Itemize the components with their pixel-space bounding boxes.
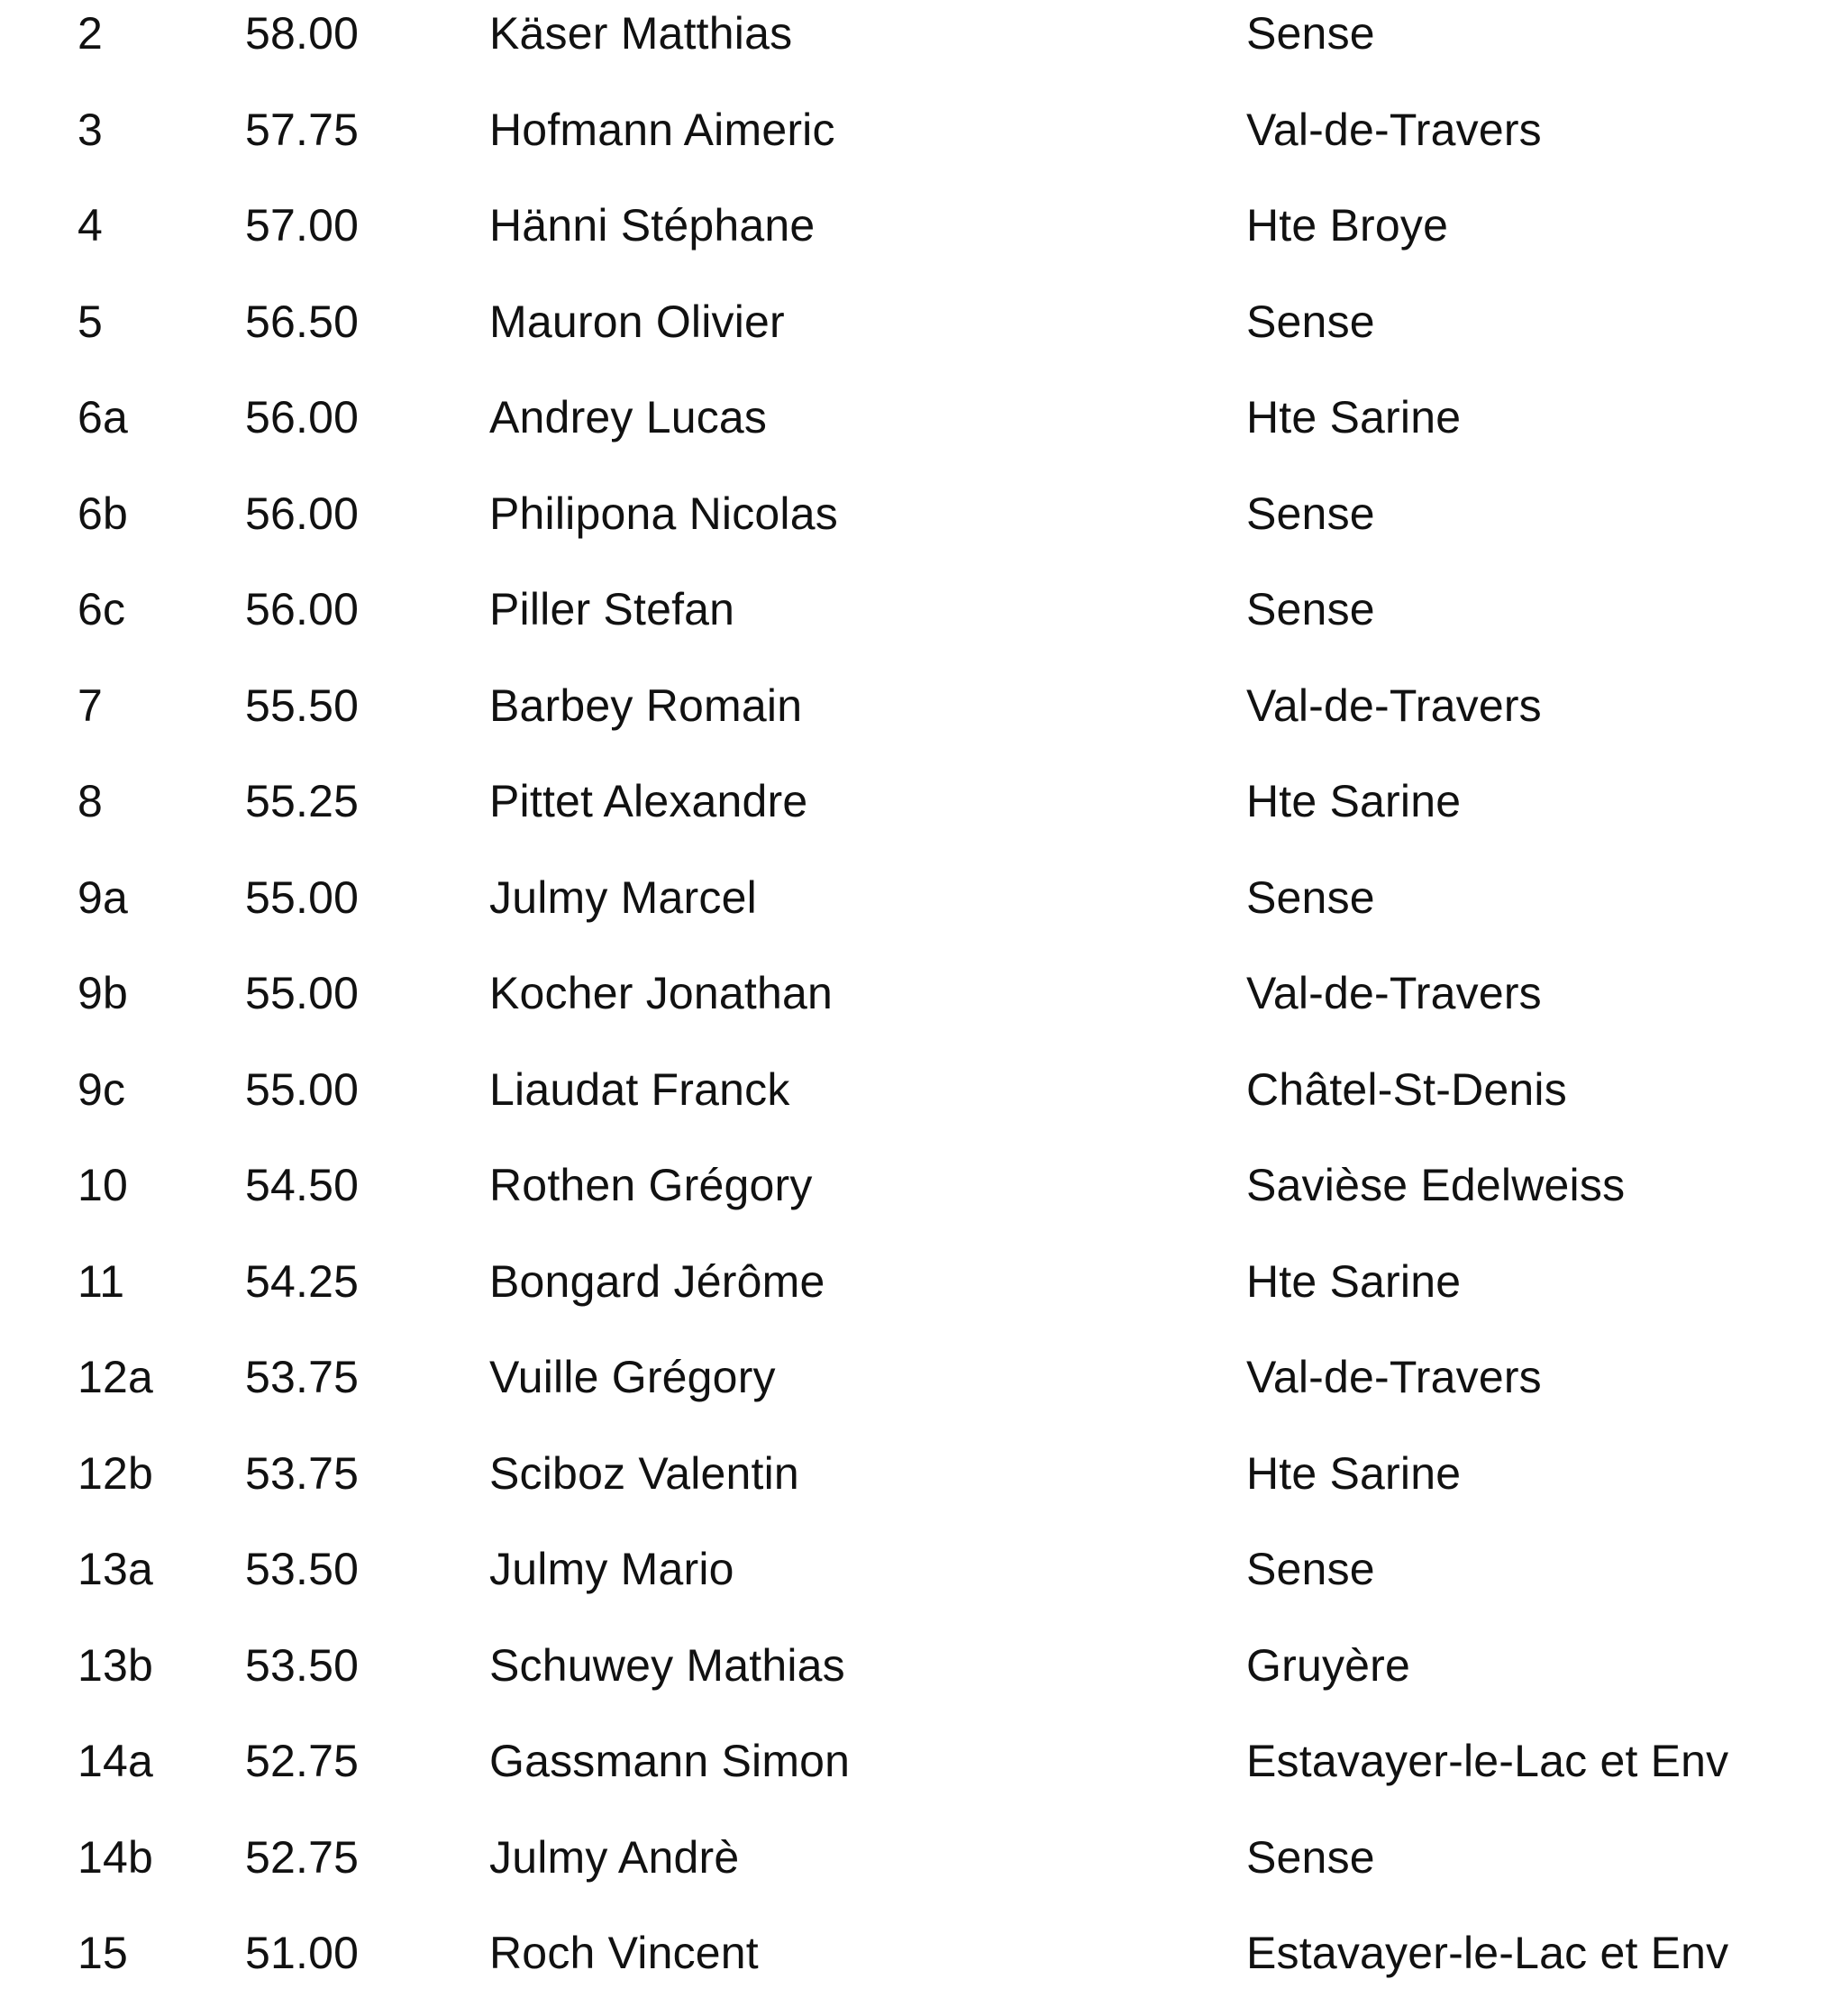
club-cell: Hte Sarine (1246, 392, 1462, 442)
name-cell: Piller Stefan (489, 584, 735, 634)
table-row (0, 103, 1841, 193)
table-row (0, 1350, 1841, 1440)
club-cell: Val-de-Travers (1246, 1352, 1542, 1402)
rank-cell: 14b (77, 1831, 154, 1883)
name-cell: Mauron Olivier (489, 296, 785, 347)
rank-cell: 14a (77, 1736, 154, 1786)
table-row (0, 1830, 1841, 1920)
score-cell: 51.00 (245, 1928, 360, 1978)
club-cell: Estavayer-le-Lac et Env (1246, 1928, 1729, 1978)
table-row (0, 198, 1841, 288)
club-cell: Savièse Edelweiss (1246, 1160, 1626, 1210)
name-cell: Hänni Stéphane (489, 200, 816, 251)
score-cell: 56.50 (245, 296, 360, 347)
score-cell: 55.00 (245, 968, 360, 1018)
table-row (0, 487, 1841, 577)
club-cell: Val-de-Travers (1246, 680, 1542, 731)
name-cell: Sciboz Valentin (489, 1447, 799, 1499)
table-row (0, 1926, 1841, 2016)
club-cell: Sense (1246, 871, 1375, 923)
table-row (0, 582, 1841, 672)
name-cell: Julmy Marcel (489, 871, 757, 923)
name-cell: Gassmann Simon (489, 1736, 851, 1786)
club-cell: Gruyère (1246, 1639, 1411, 1691)
rank-cell: 2 (77, 8, 104, 59)
name-cell: Julmy Mario (489, 1544, 734, 1594)
score-cell: 56.00 (245, 488, 360, 539)
rank-cell: 10 (77, 1160, 129, 1210)
name-cell: Bongard Jérôme (489, 1255, 825, 1307)
table-row (0, 1542, 1841, 1632)
rank-cell: 13a (77, 1544, 154, 1594)
rank-cell: 11 (77, 1255, 125, 1307)
rank-cell: 12a (77, 1352, 154, 1402)
score-cell: 56.00 (245, 392, 360, 442)
rank-cell: 3 (77, 104, 104, 155)
table-row (0, 966, 1841, 1056)
name-cell: Roch Vincent (489, 1928, 759, 1978)
name-cell: Käser Matthias (489, 8, 793, 59)
name-cell: Pittet Alexandre (489, 776, 808, 826)
score-cell: 55.00 (245, 871, 360, 923)
rank-cell: 9b (77, 968, 129, 1018)
name-cell: Rothen Grégory (489, 1160, 813, 1210)
club-cell: Estavayer-le-Lac et Env (1246, 1736, 1729, 1786)
club-cell: Val-de-Travers (1246, 968, 1542, 1018)
rank-cell: 13b (77, 1639, 154, 1691)
rank-cell: 6c (77, 584, 126, 634)
score-cell: 55.50 (245, 680, 360, 731)
table-row (0, 390, 1841, 480)
name-cell: Vuille Grégory (489, 1352, 776, 1402)
rank-cell: 9a (77, 871, 129, 923)
club-cell: Châtel-St-Denis (1246, 1063, 1567, 1115)
name-cell: Julmy Andrè (489, 1831, 740, 1883)
rank-cell: 8 (77, 776, 104, 826)
name-cell: Hofmann Aimeric (489, 104, 835, 155)
rank-cell: 4 (77, 200, 104, 251)
rank-cell: 15 (77, 1928, 129, 1978)
score-cell: 56.00 (245, 584, 360, 634)
score-cell: 55.25 (245, 776, 360, 826)
name-cell: Philipona Nicolas (489, 488, 838, 539)
name-cell: Kocher Jonathan (489, 968, 834, 1018)
table-row (0, 679, 1841, 769)
club-cell: Val-de-Travers (1246, 104, 1542, 155)
name-cell: Schuwey Mathias (489, 1639, 845, 1691)
club-cell: Sense (1246, 8, 1375, 59)
club-cell: Sense (1246, 296, 1375, 347)
club-cell: Sense (1246, 488, 1375, 539)
club-cell: Sense (1246, 584, 1375, 634)
score-cell: 53.50 (245, 1639, 360, 1691)
table-row (0, 1446, 1841, 1537)
rank-cell: 12b (77, 1447, 154, 1499)
rank-cell: 9c (77, 1063, 126, 1115)
name-cell: Barbey Romain (489, 680, 803, 731)
rank-cell: 6a (77, 392, 129, 442)
table-row (0, 1158, 1841, 1248)
score-cell: 54.50 (245, 1160, 360, 1210)
score-cell: 57.75 (245, 104, 360, 155)
score-cell: 57.00 (245, 200, 360, 251)
score-cell: 53.50 (245, 1544, 360, 1594)
table-row (0, 1734, 1841, 1824)
score-cell: 53.75 (245, 1352, 360, 1402)
club-cell: Hte Sarine (1246, 1447, 1462, 1499)
table-row (0, 1254, 1841, 1345)
club-cell: Sense (1246, 1544, 1375, 1594)
score-cell: 54.25 (245, 1255, 360, 1307)
rank-cell: 7 (77, 680, 104, 731)
name-cell: Liaudat Franck (489, 1063, 790, 1115)
score-cell: 58.00 (245, 8, 360, 59)
club-cell: Hte Sarine (1246, 776, 1462, 826)
club-cell: Sense (1246, 1831, 1375, 1883)
table-row (0, 1063, 1841, 1153)
score-cell: 52.75 (245, 1736, 360, 1786)
table-row (0, 1638, 1841, 1729)
club-cell: Hte Sarine (1246, 1255, 1462, 1307)
name-cell: Andrey Lucas (489, 392, 768, 442)
rank-cell: 5 (77, 296, 104, 347)
score-cell: 53.75 (245, 1447, 360, 1499)
club-cell: Hte Broye (1246, 200, 1449, 251)
table-row (0, 774, 1841, 864)
rank-cell: 6b (77, 488, 129, 539)
score-cell: 55.00 (245, 1063, 360, 1115)
score-cell: 52.75 (245, 1831, 360, 1883)
table-row (0, 6, 1841, 96)
table-row (0, 295, 1841, 385)
table-row (0, 871, 1841, 961)
